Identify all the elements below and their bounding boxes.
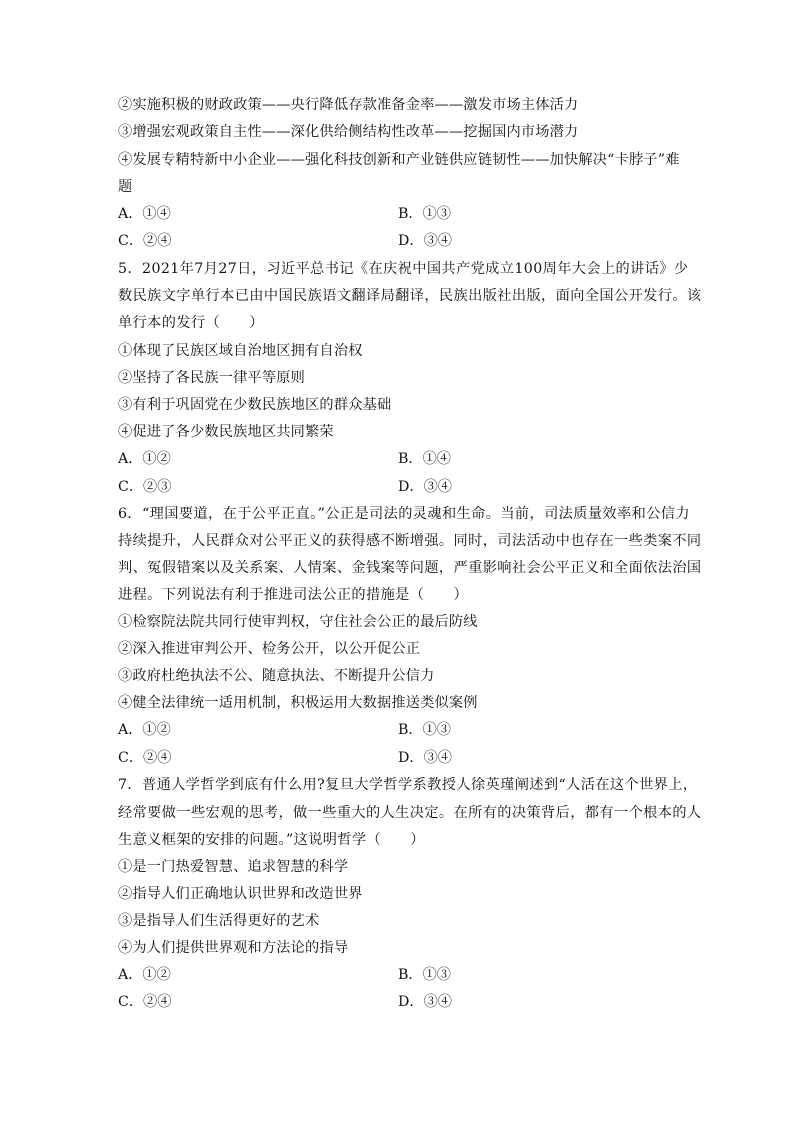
q6-stem-line-3: 判、冤假错案以及关系案、人情案、金钱案等问题，严重影响社会公平正义和全面依法治国 [118,560,702,576]
q6-option-b: B．①③ [398,722,451,738]
q6-stem-line-4: 进程。下列说法有利于推进司法公正的措施是（ ） [118,587,469,603]
q7-option-b: B．①③ [398,967,451,983]
q7-stem-line-2: 经常要做一些宏观的思考，做一些重大的人生决定。在所有的决策背后，都有一个根本的人 [118,805,702,821]
q6-option-a: A．①② [118,722,171,738]
q6-stem-line-2: 持续提升，人民群众对公平正义的获得感不断增强。同时，司法活动中也存在一些类案不同 [118,533,702,549]
q5-item-2: ②坚持了各民族一律平等原则 [118,370,306,386]
q6-item-4: ④健全法律统一适用机制，积极运用大数据推送类似案例 [118,695,478,711]
q5-option-a: A．①② [118,451,171,467]
q4-item-4: ④发展专精特新中小企业——强化科技创新和产业链供应链韧性——加快解决“卡脖子”难 [118,152,680,168]
q4-option-d: D．③④ [398,233,452,249]
q5-item-1: ①体现了民族区域自治地区拥有自治权 [118,343,363,359]
q7-item-2: ②指导人们正确地认识世界和改造世界 [118,886,363,902]
q5-item-4: ④促进了各少数民族地区共同繁荣 [118,424,334,440]
q7-option-c: C．②④ [118,994,172,1010]
q6-option-c: C．②④ [118,750,172,766]
q4-item-3: ③增强宏观政策自主性——深化供给侧结构性改革——挖掘国内市场潜力 [118,124,579,140]
q5-stem-line-3: 单行本的发行（ ） [118,315,264,331]
q7-option-a: A．①② [118,967,171,983]
q6-option-d: D．③④ [398,750,452,766]
q7-option-d: D．③④ [398,994,452,1010]
q6-stem-line-1: 6．“理国要道，在于公平正直。”公正是司法的灵魂和生命。当前，司法质量效率和公信力 [118,506,690,522]
q7-item-3: ③是指导人们生活得更好的艺术 [118,913,320,929]
q4-option-c: C．②④ [118,233,172,249]
q5-option-c: C．②③ [118,479,172,495]
q7-stem-line-3: 生意义框架的安排的问题。”这说明哲学（ ） [118,832,425,848]
q7-item-1: ①是一门热爱智慧、追求智慧的科学 [118,859,349,875]
q4-item-2: ②实施积极的财政政策——央行降低存款准备金率——激发市场主体活力 [118,97,579,113]
q5-option-d: D．③④ [398,479,452,495]
q6-item-2: ②深入推进审判公开、检务公开，以公开促公正 [118,641,421,657]
q5-stem-line-1: 5．2021年7月27日，习近平总书记《在庆祝中国共产党成立100周年大会上的讲话》少 [118,261,689,277]
q5-item-3: ③有利于巩固党在少数民族地区的群众基础 [118,397,392,413]
q4-item-4-wrap: 题 [118,179,133,195]
q4-option-a: A．①④ [118,206,171,222]
q4-option-b: B．①③ [398,206,451,222]
q7-item-4: ④为人们提供世界观和方法论的指导 [118,940,349,956]
q6-item-1: ①检察院法院共同行使审判权，守住社会公正的最后防线 [118,614,478,630]
q5-stem-line-2: 数民族文字单行本已由中国民族语文翻译局翻译，民族出版社出版，面向全国公开发行。该 [118,288,702,304]
q6-item-3: ③政府杜绝执法不公、随意执法、不断提升公信力 [118,668,435,684]
q7-stem-line-1: 7．普通人学哲学到底有什么用?复旦大学哲学系教授人徐英瑾阐述到“人活在这个世界上， [118,777,698,793]
q5-option-b: B．①④ [398,451,451,467]
